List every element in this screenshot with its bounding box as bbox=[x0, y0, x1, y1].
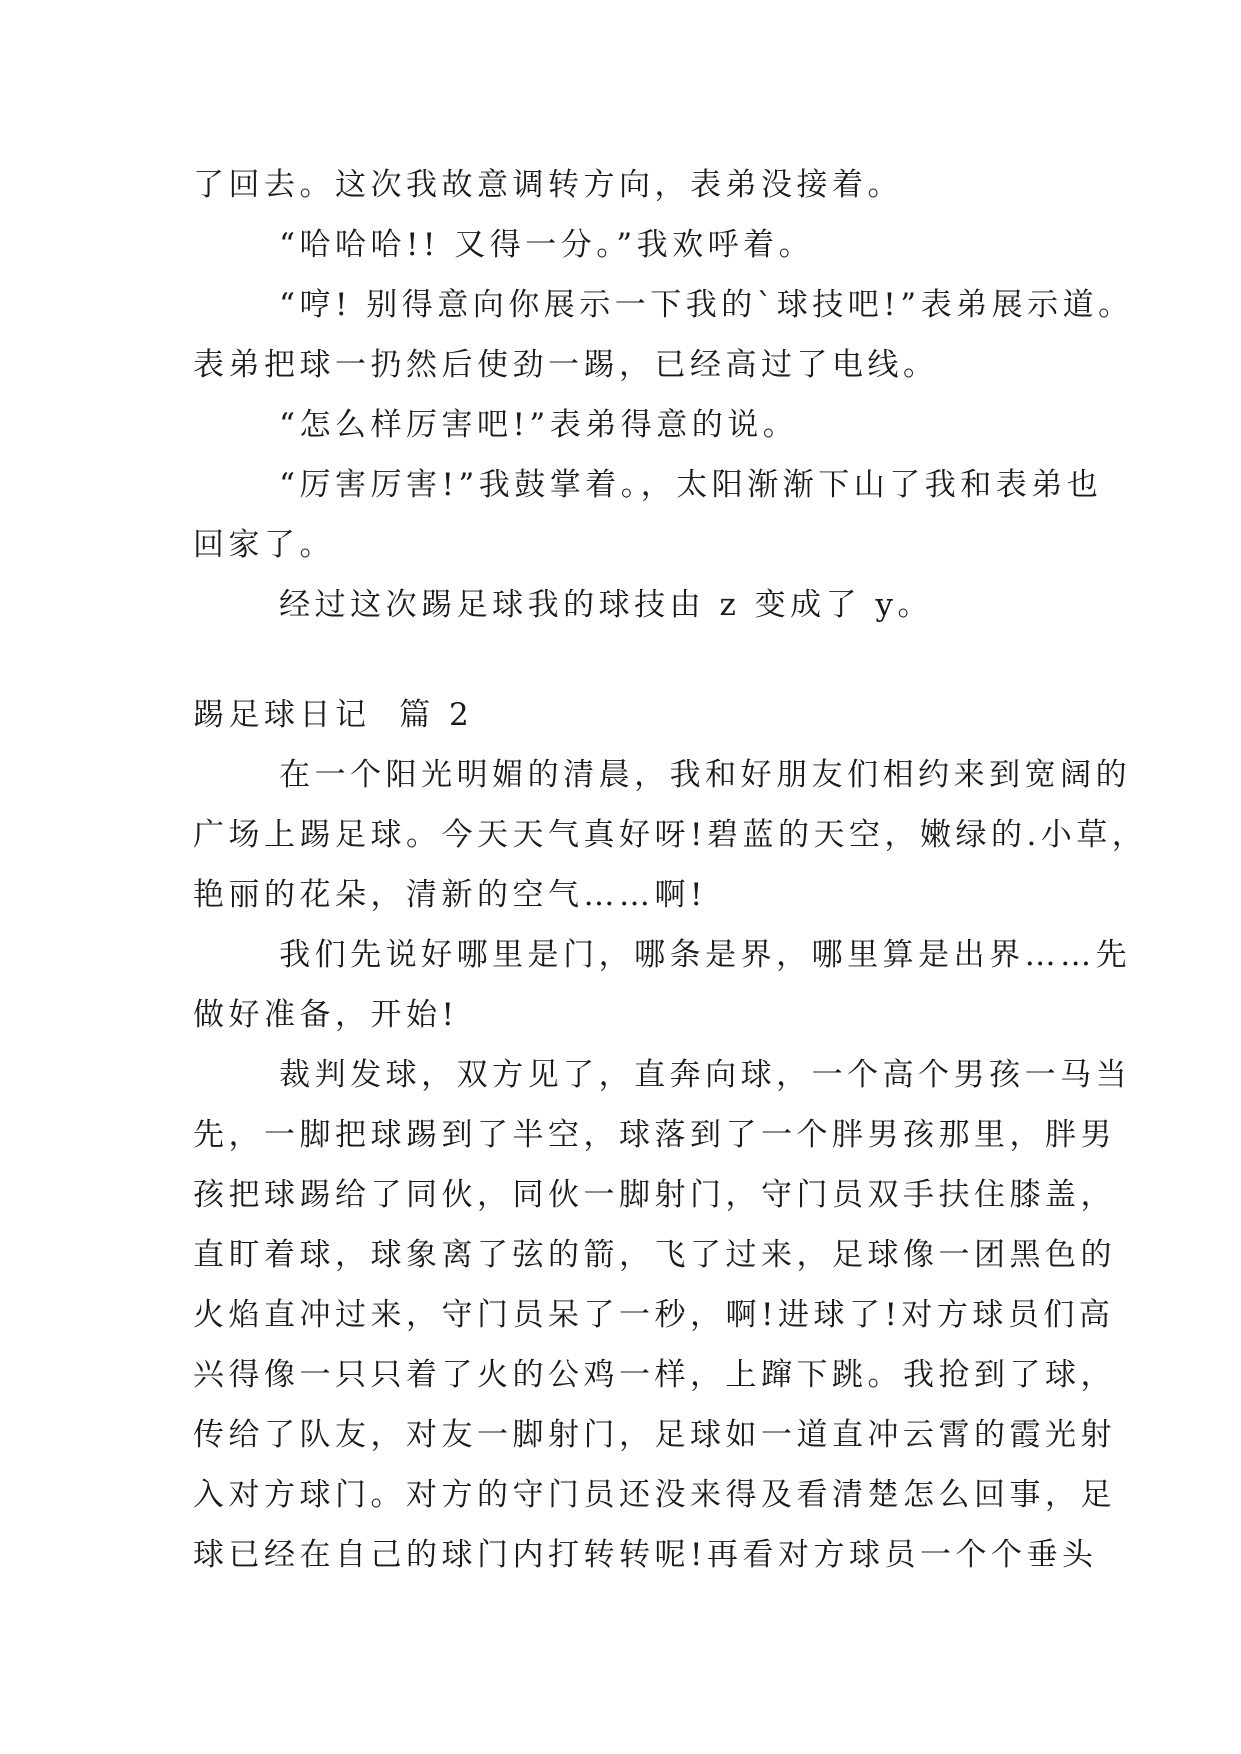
text-line: 孩把球踢给了同伙，同伙一脚射门，守门员双手扶住膝盖， bbox=[193, 1177, 1116, 1213]
text-line: “怎么样厉害吧!”表弟得意的说。 bbox=[193, 407, 799, 443]
text-line: 兴得像一只只着了火的公鸡一样，上蹿下跳。我抢到了球， bbox=[193, 1357, 1116, 1393]
text-line: 直盯着球，球象离了弦的箭，飞了过来，足球像一团黑色的 bbox=[193, 1237, 1116, 1273]
text-line: 经过这次踢足球我的球技由 z 变成了 y。 bbox=[193, 587, 934, 623]
section-heading: 踢足球日记 篇 2 bbox=[193, 697, 474, 733]
text-line: “哈哈哈!! 又得一分。”我欢呼着。 bbox=[193, 227, 815, 263]
text-line: 裁判发球，双方见了，直奔向球，一个高个男孩一马当 bbox=[193, 1057, 1132, 1093]
text-line: 表弟把球一扔然后使劲一踢，已经高过了电线。 bbox=[193, 347, 939, 383]
text-line: 在一个阳光明媚的清晨，我和好朋友们相约来到宽阔的 bbox=[193, 757, 1132, 793]
text-line: 先，一脚把球踢到了半空，球落到了一个胖男孩那里，胖男 bbox=[193, 1117, 1116, 1153]
text-line: 火焰直冲过来，守门员呆了一秒，啊!进球了!对方球员们高 bbox=[193, 1297, 1115, 1333]
text-line: 传给了队友，对友一脚射门，足球如一道直冲云霄的霞光射 bbox=[193, 1417, 1116, 1453]
text-line: 回家了。 bbox=[193, 527, 335, 563]
text-line: 做好准备，开始! bbox=[193, 997, 459, 1033]
text-line: 广场上踢足球。今天天气真好呀!碧蓝的天空，嫩绿的.小草， bbox=[193, 817, 1148, 853]
text-line: 艳丽的花朵，清新的空气……啊! bbox=[193, 877, 707, 913]
text-line: 入对方球门。对方的守门员还没来得及看清楚怎么回事，足 bbox=[193, 1477, 1116, 1513]
text-line: 了回去。这次我故意调转方向，表弟没接着。 bbox=[193, 167, 903, 203]
text-line: 球已经在自己的球门内打转转呢!再看对方球员一个个垂头 bbox=[193, 1537, 1098, 1573]
text-line: “哼! 别得意向你展示一下我的`球技吧!”表弟展示道。 bbox=[193, 287, 1134, 323]
text-line: 我们先说好哪里是门，哪条是界，哪里算是出界……先 bbox=[193, 937, 1132, 973]
text-line: “厉害厉害!”我鼓掌着。，太阳渐渐下山了我和表弟也 bbox=[193, 467, 1103, 503]
